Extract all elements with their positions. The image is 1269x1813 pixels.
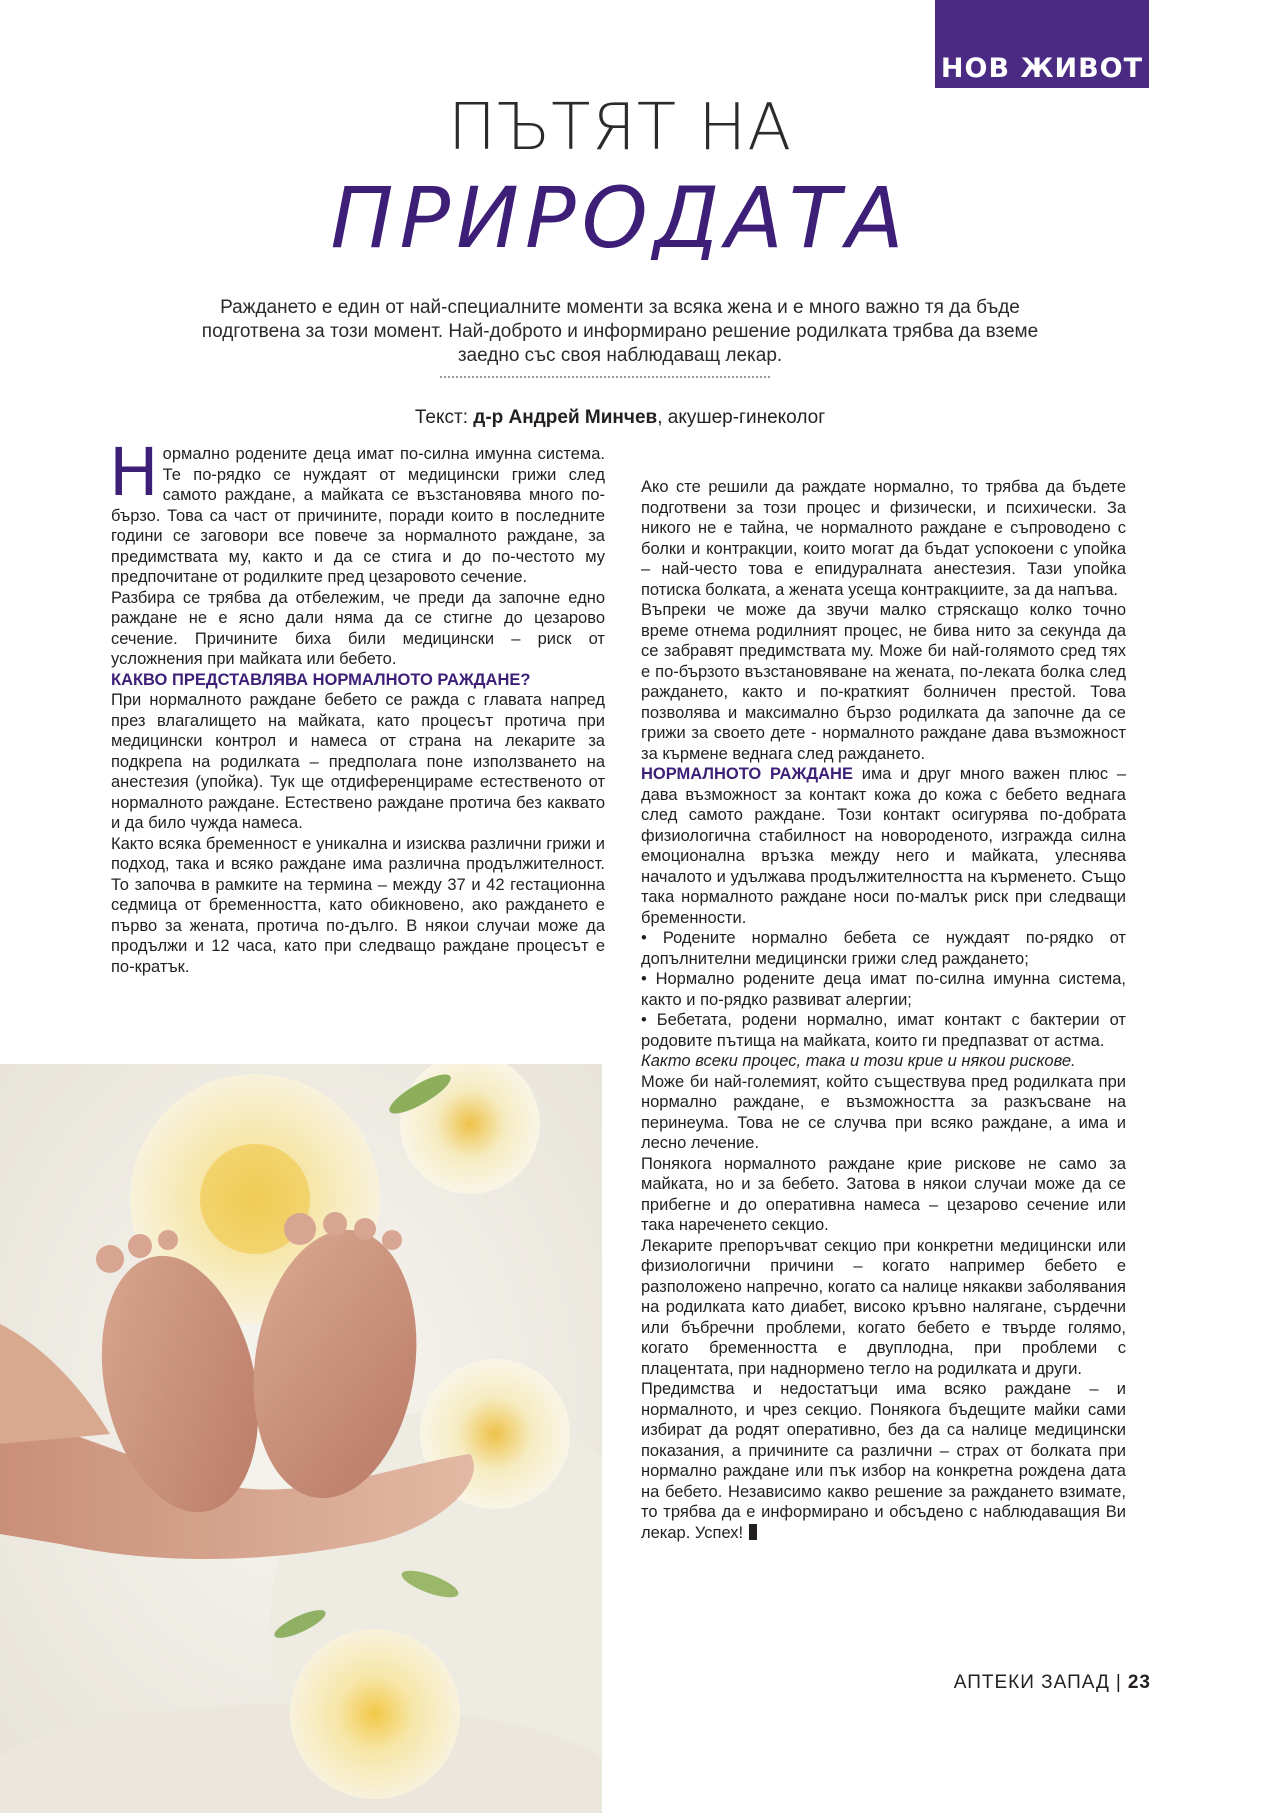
paragraph: Ако сте решили да раждате нормално, то трябва да бъдете подготвени за този процес и физически, и психически. За никого не е тайна, че нормалното раждане е съпроводено с болки и контракции, които могат да бъдат успокоени с упойка – най-често това е епидуралната анестезия. Тази упойка потиска болката, а жената усеща контракциите, за да напъва.	[641, 478, 1126, 599]
section-heading: КАКВО ПРЕДСТАВЛЯВА НОРМАЛНОТО РАЖДАНЕ?	[111, 670, 531, 689]
left-column	[109, 434, 605, 977]
publication-name: АПТЕКИ ЗАПАД	[953, 1672, 1110, 1693]
paragraph: Въпреки че може да звучи малко стряскащо колко точно време отнема родилният процес, не бива нито за секунда да се забравят предимствата му. Може би най-голямото сред тях е по-бързото възстановяване на жената, по-леката болка след раждането, както и по-краткият болничен престой. Това позволява и максимално бързо родилката да започне да се грижи за своето дете - нормалното раждане дава възможност за кърмене веднага след раждането.	[641, 601, 1126, 763]
byline-prefix: Текст:	[414, 407, 468, 428]
right-column	[641, 477, 1126, 1543]
paragraph	[641, 764, 1126, 928]
paragraph-text: ормално родените деца имат по-силна имунна система. Те по-рядко се нуждаят от медицински грижи след самото раждане, а майката се възстановява много по-бързо. Това са част от причините, поради които в последните години се заговори все повече за нормалното раждане, за предимствата му, както и да се стига и до по-честото му предпочитане от родилките пред цезаровото сечение.	[111, 445, 605, 586]
italic-lead-in: Както всеки процес, така и този крие и някои рискове.	[641, 1052, 1076, 1070]
article-photo	[0, 1064, 602, 1813]
inline-heading: НОРМАЛНОТО РАЖДАНЕ	[641, 765, 853, 783]
article-title-line1: ПЪТЯТ НА	[447, 91, 793, 165]
byline-role: , акушер-гинеколог	[657, 407, 826, 428]
bullet-item: • Родените нормално бебета се нуждаят по-рядко от допълнителни медицински грижи след раждането;	[641, 929, 1126, 968]
paragraph-text: Предимства и недостатъци има всяко раждане – и нормалното, и чрез секцио. Понякога бъдещите майки сами избират да родят оперативно, без да са налице медицински показания, а причините са различни – страх от болката при нормално раждане или пък избор на конкретна рождена дата на бебето. Независимо какво решение за раждането взимате, то трябва да е информирано и обсъдено с наблюдаващия Ви лекар. Успех!	[641, 1380, 1126, 1542]
paragraph	[109, 434, 605, 588]
article-lead: Раждането е един от най-специалните моменти за всяка жена и е много важно тя да бъде подготвена за този момент. Най-доброто и информирано решение родилката трябва да вземе заедно със своя наблюдаващ лекар.	[201, 297, 1039, 366]
drop-cap: Н	[109, 434, 159, 511]
bullet-item: • Бебетата, родени нормално, имат контакт с бактерии от родовите пътища на майката, които ги предпазват от астма.	[641, 1011, 1126, 1050]
paragraph: Лекарите препоръчват секцио при конкретни медицински или физиологични причини – когато например бебето е разположено напречно, когато са налице някакви заболявания на родилката като диабет, високо кръвно налягане, сърдечни или бъбречни проблеми, когато бебето е твърде голямо, когато бременността е двуплодна, при проблеми с плацентата, при наднормено тегло на родилката и други.	[641, 1236, 1126, 1378]
page-number: 23	[1127, 1672, 1151, 1693]
paragraph: При нормалното раждане бебето се ражда с главата напред през влагалището на майката, като процесът протича при медицински контрол и намеса от страна на лекарите за подкрепа на родилката – предполага поне използването на анестезия (упойка). Тук ще отдиференцираме естественото от нормалното раждане. Естествено раждане протича без каквато и да било чужда намеса.	[111, 691, 605, 832]
page-footer	[954, 1672, 1151, 1694]
paragraph: Може би най-големият, който съществува пред родилката при нормално раждане, е възможността за разкъсване на перинеума. Това не се случва при всяко раждане, а има и лесно лечение.	[641, 1072, 1126, 1152]
paragraph: Разбира се трябва да отбележим, че преди да започне едно раждане не е ясно дали няма да се стигне до цезарово сечение. Причините биха били медицински – риск от усложнения при майката или бебето.	[111, 588, 605, 668]
paragraph: Както всяка бременност е уникална и изисква различни грижи и подход, така и всяко раждане има различна продължителност. То започва в рамките на термина – между 37 и 42 гестационна седмица от бременността, като обикновено, ако раждането е първо за жената, протича по-дълго. В някои случаи може да продължи и 12 часа, като при следващо раждане процесът е по-кратък.	[111, 834, 605, 976]
byline-author: д-р Андрей Минчев	[473, 407, 658, 428]
end-of-article-mark	[749, 1524, 757, 1540]
paragraph: Понякога нормалното раждане крие рискове не само за майката, но и за бебето. Затова в някои случаи може да се прибегне и до оперативна намеса – цезарово сечение или така нареченето секцио.	[641, 1154, 1126, 1234]
footer-separator: |	[1115, 1672, 1122, 1693]
paragraph	[641, 1379, 1126, 1543]
bullet-item: • Нормално родените деца имат по-силна имунна система, както и по-рядко развиват алергии;	[641, 970, 1126, 1009]
paragraph-text: има и друг много важен плюс – дава възможност за контакт кожа до кожа с бебето веднага след самото раждане. Този контакт осигурява по-добрата физиологична стабилност на новороденото, изгражда силна емоционална връзка между него и майката, улеснява началото и удължава продължителността на кърменето. Също така нормалното раждане носи по-малък риск при следващи бременности.	[641, 765, 1127, 927]
dotted-divider	[440, 376, 770, 378]
section-label: НОВ ЖИВОТ	[935, 0, 1149, 88]
article-title-line2: ПРИРОДАТА	[330, 169, 910, 267]
byline	[200, 405, 1040, 431]
